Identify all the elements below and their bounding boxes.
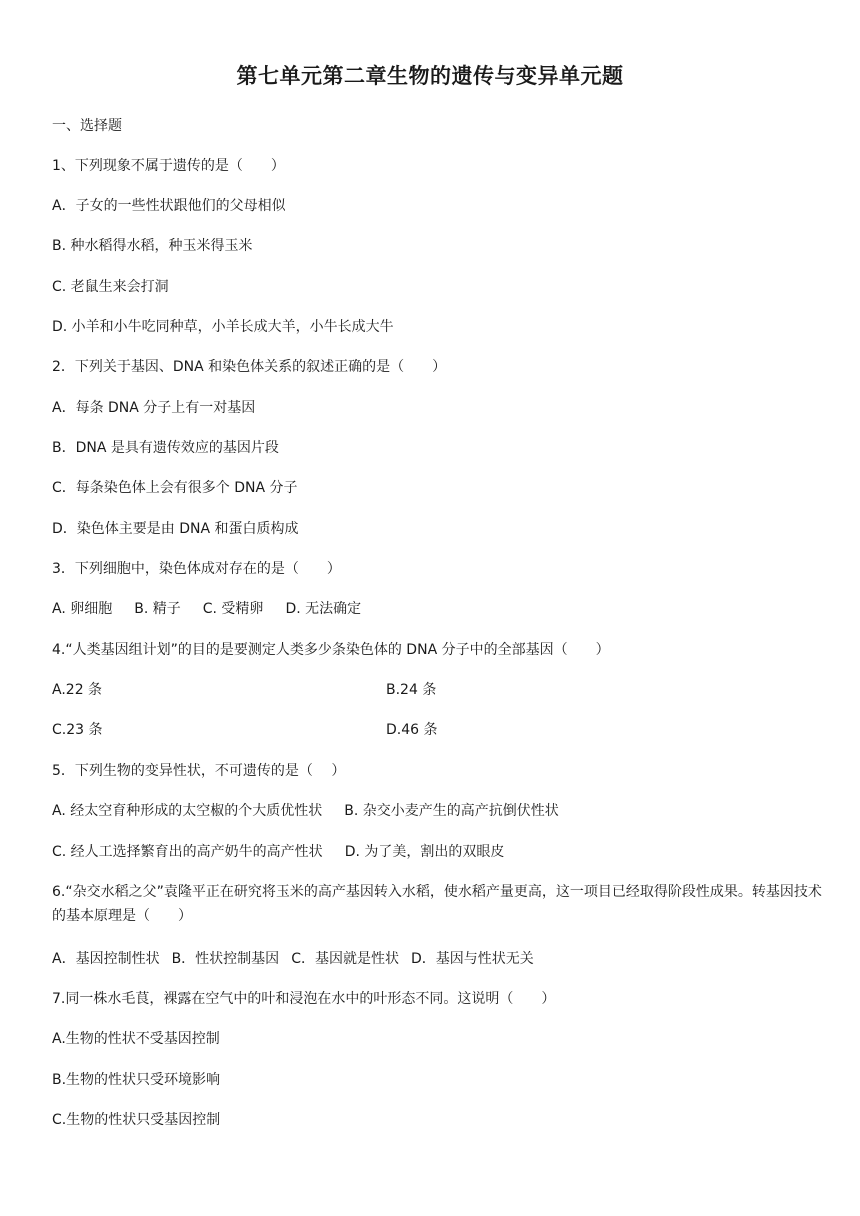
question-3-option-a: A. 卵细胞 — [52, 601, 113, 617]
question-4-stem: 4.“人类基因组计划”的目的是要测定人类多少条染色体的 DNA 分子中的全部基因（ ） — [52, 642, 610, 658]
question-1-option-d: D. 小羊和小牛吃同种草，小羊长成大羊，小牛长成大牛 — [52, 319, 394, 335]
question-3-stem: 3．下列细胞中，染色体成对存在的是（ ） — [52, 561, 341, 577]
question-6-options — [52, 950, 534, 968]
question-7-option-b: B.生物的性状只受环境影响 — [52, 1072, 221, 1088]
question-3-option-b: B. 精子 — [134, 601, 181, 617]
question-3-option-c: C. 受精卵 — [202, 601, 264, 617]
section-heading: 一、选择题 — [52, 118, 122, 134]
question-2-option-d: D．染色体主要是由 DNA 和蛋白质构成 — [52, 521, 299, 537]
question-4-option-c: C.23 条 — [52, 722, 103, 738]
question-4-option-d: D.46 条 — [386, 722, 438, 738]
question-5-option-a: A. 经太空育种形成的太空椒的个大质优性状 — [52, 803, 323, 819]
question-2-option-b: B．DNA 是具有遗传效应的基因片段 — [52, 440, 279, 456]
question-6-stem: 6.“杂交水稻之父”袁隆平正在研究将玉米的高产基因转入水稻，使水稻产量更高，这一项目已经取得阶段性成果。转基因技术的基本原理是（ ） — [52, 884, 822, 924]
question-6-option-a: A．基因控制性状 — [52, 951, 160, 967]
question-1-option-a: A．子女的一些性状跟他们的父母相似 — [52, 198, 286, 214]
question-7-option-a: A.生物的性状不受基因控制 — [52, 1031, 220, 1047]
question-5-option-b: B. 杂交小麦产生的高产抗倒伏性状 — [344, 803, 559, 819]
question-5-row-2 — [52, 843, 504, 861]
question-1-option-b: B. 种水稻得水稻，种玉米得玉米 — [52, 238, 253, 254]
page-title: 第七单元第二章生物的遗传与变异单元题 — [236, 64, 624, 88]
question-3-options — [52, 600, 361, 618]
question-2-stem: 2．下列关于基因、DNA 和染色体关系的叙述正确的是（ ） — [52, 359, 447, 375]
question-7-option-c: C.生物的性状只受基因控制 — [52, 1112, 221, 1128]
question-1-option-c: C. 老鼠生来会打洞 — [52, 279, 169, 295]
question-6-option-c: C．基因就是性状 — [291, 951, 399, 967]
question-4-option-a: A.22 条 — [52, 682, 103, 698]
question-5-option-c: C. 经人工选择繁育出的高产奶牛的高产性状 — [52, 844, 323, 860]
question-2-option-a: A．每条 DNA 分子上有一对基因 — [52, 400, 256, 416]
question-2-option-c: C．每条染色体上会有很多个 DNA 分子 — [52, 480, 298, 496]
question-6-option-b: B．性状控制基因 — [171, 951, 280, 967]
question-6-option-d: D．基因与性状无关 — [410, 951, 534, 967]
question-5-row-1 — [52, 802, 559, 820]
question-4-option-b: B.24 条 — [386, 682, 437, 698]
question-5-stem: 5．下列生物的变异性状，不可遗传的是（ ） — [52, 763, 346, 779]
question-5-option-d: D. 为了美，割出的双眼皮 — [344, 844, 505, 860]
question-3-option-d: D. 无法确定 — [285, 601, 362, 617]
question-7-stem: 7.同一株水毛茛，裸露在空气中的叶和浸泡在水中的叶形态不同。这说明（ ） — [52, 991, 556, 1007]
question-1-stem: 1、下列现象不属于遗传的是（ ） — [52, 158, 285, 174]
